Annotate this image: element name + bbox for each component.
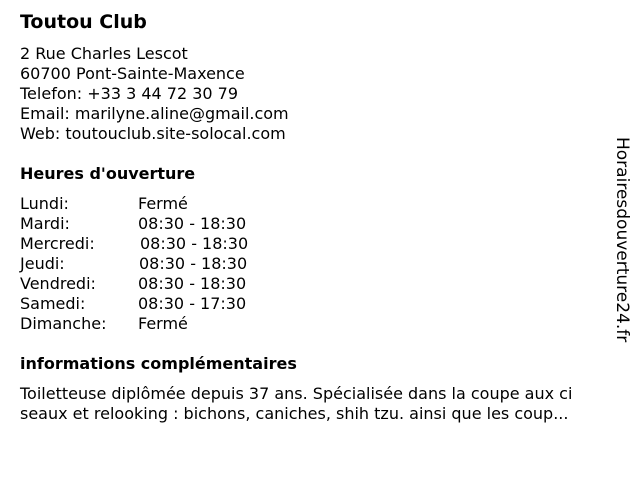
description-line: seaux et relooking : bichons, caniches, shih tzu. ainsi que les coup... <box>20 404 569 423</box>
contact-block <box>20 44 289 144</box>
email-line[interactable]: Email: marilyne.aline@gmail.com <box>20 104 289 123</box>
address-street: 2 Rue Charles Lescot <box>20 44 188 63</box>
site-watermark <box>612 137 632 347</box>
day-label: Mercredi: <box>20 234 95 253</box>
time-value: 08:30 - 17:30 <box>138 294 247 313</box>
hours-heading: Heures d'ouverture <box>20 164 196 183</box>
description-line: Toiletteuse diplômée depuis 37 ans. Spécialisée dans la coupe aux ci <box>20 384 573 403</box>
day-label: Mardi: <box>20 214 70 233</box>
business-name: Toutou Club <box>20 11 147 33</box>
time-value: 08:30 - 18:30 <box>139 254 248 273</box>
day-label: Jeudi: <box>20 254 65 273</box>
day-label: Dimanche: <box>20 314 107 333</box>
day-label: Vendredi: <box>20 274 96 293</box>
time-value: 08:30 - 18:30 <box>138 214 247 233</box>
time-value: Fermé <box>138 314 188 333</box>
day-label: Samedi: <box>20 294 86 313</box>
web-line[interactable]: Web: toutouclub.site-solocal.com <box>20 124 286 143</box>
time-value: Fermé <box>138 194 188 213</box>
phone-line[interactable]: Telefon: +33 3 44 72 30 79 <box>20 84 239 103</box>
info-heading: informations complémentaires <box>20 354 297 373</box>
time-value: 08:30 - 18:30 <box>138 274 247 293</box>
info-description <box>20 384 625 424</box>
day-label: Lundi: <box>20 194 69 213</box>
site-watermark-text: Horairesdouverture24.fr <box>612 137 632 343</box>
time-value: 08:30 - 18:30 <box>140 234 249 253</box>
address-city: 60700 Pont-Sainte-Maxence <box>20 64 245 83</box>
